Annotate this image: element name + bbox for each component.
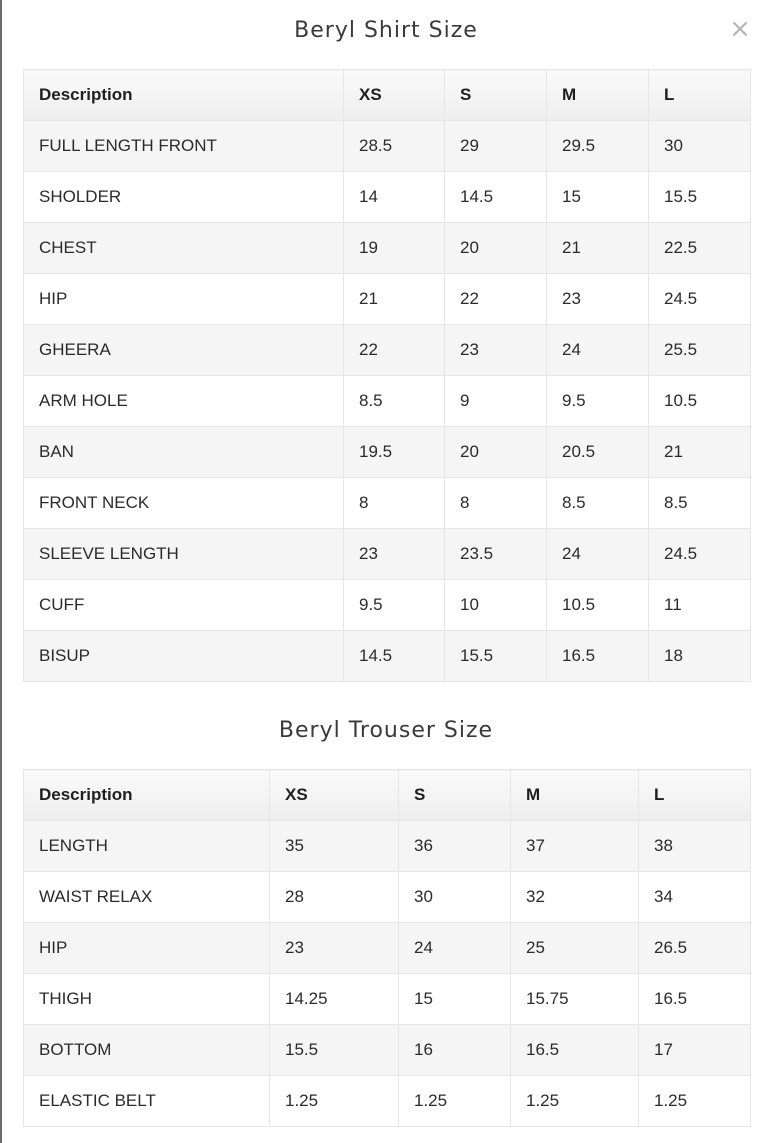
column-header-xs: XS <box>270 770 399 821</box>
size-value: 17 <box>639 1025 751 1076</box>
measurement-label: FRONT NECK <box>24 478 344 529</box>
table-header-row <box>24 70 751 121</box>
table-row <box>24 580 751 631</box>
size-value: 24 <box>547 325 649 376</box>
shirt-size-table <box>23 69 751 682</box>
size-value: 1.25 <box>639 1076 751 1127</box>
column-header-l: L <box>649 70 751 121</box>
trouser-size-title: Beryl Trouser Size <box>278 718 494 743</box>
size-value: 10.5 <box>649 376 751 427</box>
measurement-label: BOTTOM <box>24 1025 270 1076</box>
size-value: 1.25 <box>511 1076 639 1127</box>
size-value: 25 <box>511 923 639 974</box>
measurement-label: GHEERA <box>24 325 344 376</box>
column-header-m: M <box>511 770 639 821</box>
measurement-label: BISUP <box>24 631 344 682</box>
size-value: 23.5 <box>445 529 547 580</box>
column-header-s: S <box>445 70 547 121</box>
size-value: 16.5 <box>639 974 751 1025</box>
size-value: 11 <box>649 580 751 631</box>
size-value: 8.5 <box>649 478 751 529</box>
table-row <box>24 872 751 923</box>
column-header-xs: XS <box>344 70 445 121</box>
size-value: 32 <box>511 872 639 923</box>
size-value: 29 <box>445 121 547 172</box>
size-value: 24.5 <box>649 274 751 325</box>
size-value: 15 <box>547 172 649 223</box>
size-value: 35 <box>270 821 399 872</box>
size-value: 20 <box>445 427 547 478</box>
table-row <box>24 325 751 376</box>
size-value: 23 <box>445 325 547 376</box>
size-value: 18 <box>649 631 751 682</box>
size-value: 37 <box>511 821 639 872</box>
measurement-label: ARM HOLE <box>24 376 344 427</box>
size-value: 10.5 <box>547 580 649 631</box>
size-value: 19 <box>344 223 445 274</box>
size-value: 15 <box>399 974 511 1025</box>
measurement-label: CHEST <box>24 223 344 274</box>
size-value: 16.5 <box>547 631 649 682</box>
measurement-label: THIGH <box>24 974 270 1025</box>
size-value: 8.5 <box>547 478 649 529</box>
column-header-m: M <box>547 70 649 121</box>
size-value: 30 <box>399 872 511 923</box>
size-value: 24.5 <box>649 529 751 580</box>
measurement-label: BAN <box>24 427 344 478</box>
size-value: 8 <box>344 478 445 529</box>
table-row <box>24 274 751 325</box>
size-value: 14.5 <box>445 172 547 223</box>
size-value: 30 <box>649 121 751 172</box>
measurement-label: ELASTIC BELT <box>24 1076 270 1127</box>
table-row <box>24 427 751 478</box>
shirt-size-title: Beryl Shirt Size <box>294 18 478 43</box>
measurement-label: WAIST RELAX <box>24 872 270 923</box>
size-value: 15.5 <box>270 1025 399 1076</box>
size-value: 38 <box>639 821 751 872</box>
size-value: 22 <box>445 274 547 325</box>
table-row <box>24 974 751 1025</box>
table-row <box>24 376 751 427</box>
size-value: 24 <box>399 923 511 974</box>
size-value: 21 <box>547 223 649 274</box>
size-value: 10 <box>445 580 547 631</box>
table-row <box>24 529 751 580</box>
size-value: 9 <box>445 376 547 427</box>
measurement-label: SLEEVE LENGTH <box>24 529 344 580</box>
size-value: 15.75 <box>511 974 639 1025</box>
size-value: 16.5 <box>511 1025 639 1076</box>
measurement-label: LENGTH <box>24 821 270 872</box>
size-value: 8.5 <box>344 376 445 427</box>
column-header-description: Description <box>24 770 270 821</box>
size-value: 21 <box>649 427 751 478</box>
size-value: 22 <box>344 325 445 376</box>
close-icon[interactable]: × <box>729 14 751 44</box>
column-header-description: Description <box>24 70 344 121</box>
size-value: 15.5 <box>445 631 547 682</box>
size-value: 24 <box>547 529 649 580</box>
size-value: 23 <box>344 529 445 580</box>
table-row <box>24 1025 751 1076</box>
size-value: 8 <box>445 478 547 529</box>
table-header-row <box>24 770 751 821</box>
table-row <box>24 821 751 872</box>
size-value: 29.5 <box>547 121 649 172</box>
size-value: 14.5 <box>344 631 445 682</box>
measurement-label: HIP <box>24 923 270 974</box>
size-value: 20.5 <box>547 427 649 478</box>
size-value: 26.5 <box>639 923 751 974</box>
size-value: 19.5 <box>344 427 445 478</box>
size-value: 36 <box>399 821 511 872</box>
size-value: 34 <box>639 872 751 923</box>
table-row <box>24 631 751 682</box>
size-value: 14 <box>344 172 445 223</box>
size-value: 28 <box>270 872 399 923</box>
measurement-label: SHOLDER <box>24 172 344 223</box>
table-row <box>24 478 751 529</box>
measurement-label: CUFF <box>24 580 344 631</box>
size-value: 25.5 <box>649 325 751 376</box>
table-row <box>24 172 751 223</box>
size-value: 16 <box>399 1025 511 1076</box>
size-value: 1.25 <box>399 1076 511 1127</box>
size-value: 1.25 <box>270 1076 399 1127</box>
size-value: 23 <box>270 923 399 974</box>
size-value: 9.5 <box>547 376 649 427</box>
size-value: 23 <box>547 274 649 325</box>
size-value: 28.5 <box>344 121 445 172</box>
trouser-size-table <box>23 769 751 1127</box>
size-value: 22.5 <box>649 223 751 274</box>
table-row <box>24 223 751 274</box>
measurement-label: HIP <box>24 274 344 325</box>
column-header-s: S <box>399 770 511 821</box>
size-value: 21 <box>344 274 445 325</box>
size-value: 14.25 <box>270 974 399 1025</box>
table-row <box>24 1076 751 1127</box>
size-value: 15.5 <box>649 172 751 223</box>
table-row <box>24 121 751 172</box>
column-header-l: L <box>639 770 751 821</box>
measurement-label: FULL LENGTH FRONT <box>24 121 344 172</box>
size-value: 20 <box>445 223 547 274</box>
table-row <box>24 923 751 974</box>
size-value: 9.5 <box>344 580 445 631</box>
